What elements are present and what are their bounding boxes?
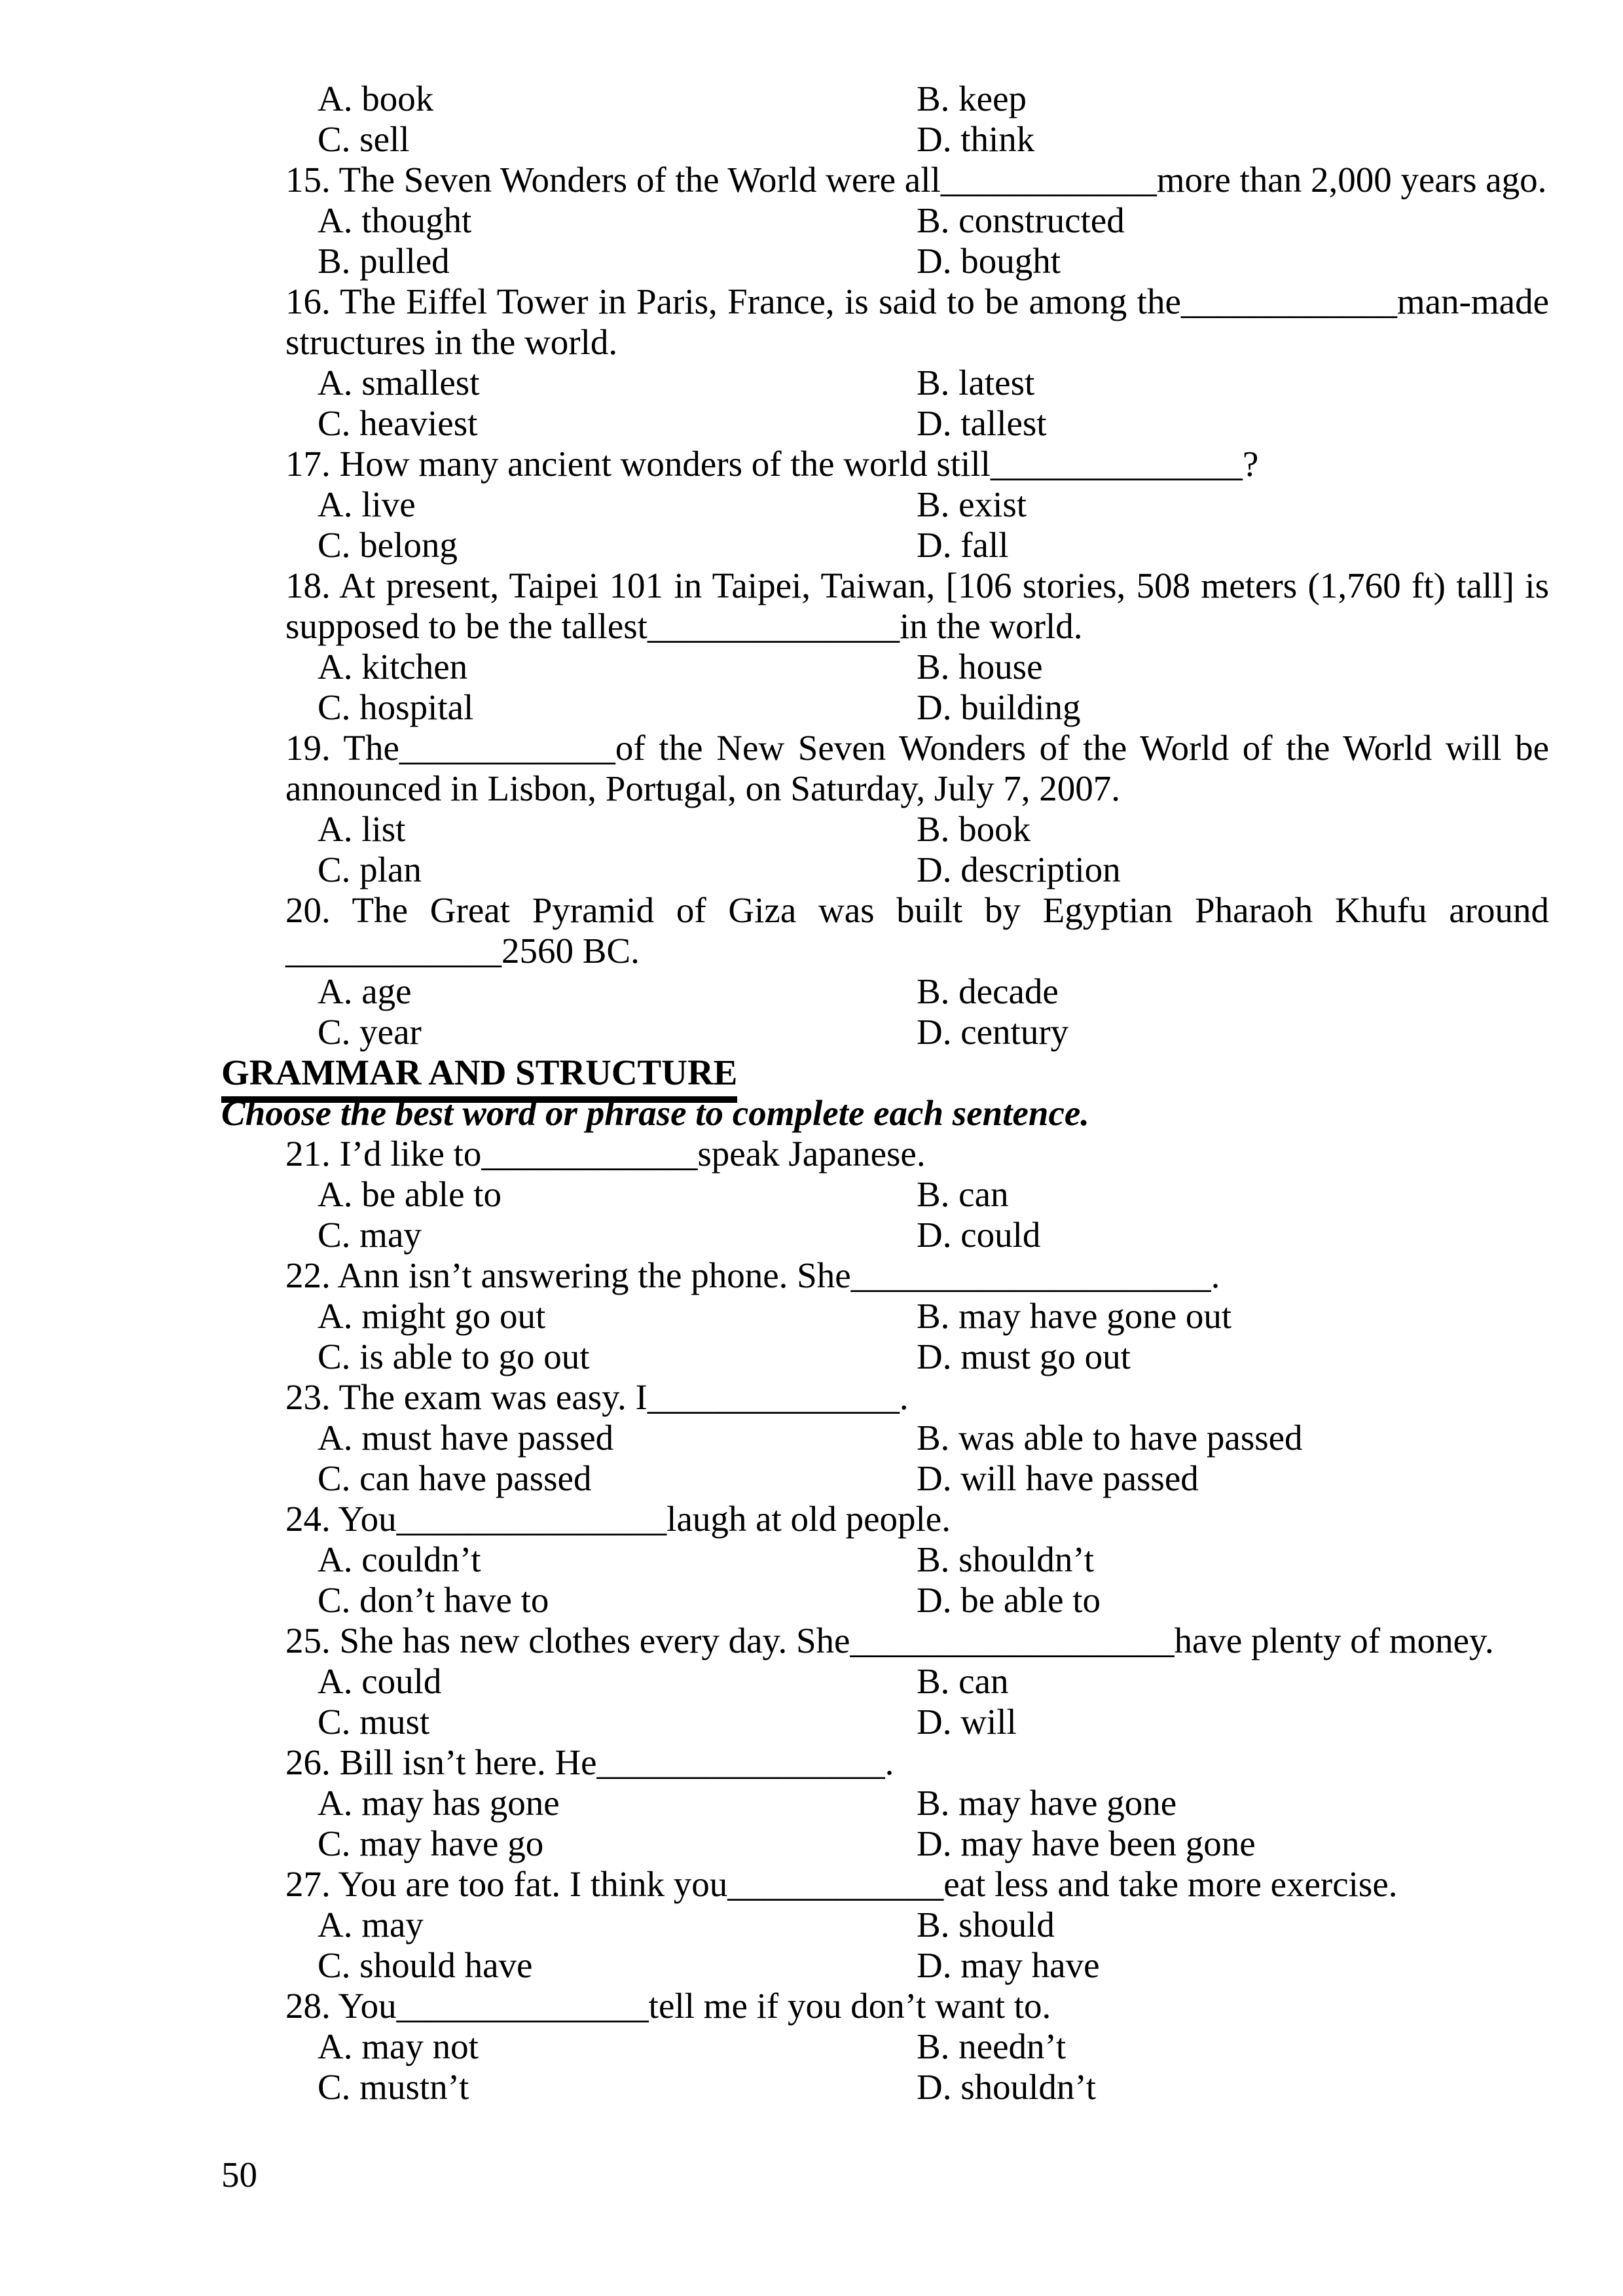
question-22-option-c: C. is able to go out [318,1336,590,1376]
question-27-options-row-1 [221,1905,1549,1945]
question-22-options-row-2 [221,1336,1549,1377]
question-18-option-d: D. building [917,687,1081,727]
question-21-option-c: C. may [318,1215,422,1255]
question-17-option-b: B. exist [917,484,1027,524]
question-23-text: 23. The exam was easy. I______________. [285,1377,909,1417]
question-21-option-b: B. can [917,1174,1009,1214]
question-24-options-row-1 [221,1539,1549,1580]
question-24-options-row-2 [221,1580,1549,1621]
question-24-option-d: D. be able to [917,1580,1101,1620]
question-15-option-d: D. bought [917,241,1061,281]
carryover-options-row-1 [221,79,1549,119]
question-24-option-b: B. shouldn’t [917,1539,1094,1579]
question-20-text: 20. The Great Pyramid of Giza was built by Egyptian Pharaoh Khufu around ____________2560 BC. [285,890,1549,971]
question-15-text: 15. The Seven Wonders of the World were all____________more than 2,000 years ago. [285,160,1547,200]
question-25-option-a: A. could [318,1661,442,1701]
carryover-options-row-2 [221,119,1549,160]
question-22-option-d: D. must go out [917,1336,1131,1376]
question-27-option-c: C. should have [318,1945,533,1985]
question-19-text: 19. The____________of the New Seven Wonders of the World of the World will be announced in Lisbon, Portugal, on Saturday, July 7, 2007. [285,728,1549,808]
question-28-text: 28. You______________tell me if you don’t want to. [285,1986,1051,2026]
question-18-option-c: C. hospital [318,687,474,727]
question-21-text: 21. I’d like to____________speak Japanese. [285,1134,926,1174]
question-21-option-a: A. be able to [318,1174,502,1214]
question-17-option-d: D. fall [917,525,1009,565]
question-26-option-c: C. may have go [318,1823,544,1863]
section-heading-line [221,1052,1549,1093]
section-instruction: Choose the best word or phrase to complete each sentence. [221,1093,1090,1133]
question-19-option-c: C. plan [318,850,422,889]
question-15-option-a: A. thought [318,200,472,240]
question-25-option-d: D. will [917,1702,1017,1742]
question-26-text: 26. Bill isn’t here. He________________. [285,1742,894,1782]
question-15-option-c: B. pulled [318,241,450,281]
question-26-options-row-1 [221,1783,1549,1823]
section-heading: GRAMMAR AND STRUCTURE [221,1052,737,1103]
question-18-text: 18. At present, Taipei 101 in Taipei, Taiwan, [106 stories, 508 meters (1,760 ft) tall] is supposed to be the tallest______________in the world. [285,565,1549,646]
question-19-options-row-1 [221,809,1549,850]
question-18-option-a: A. kitchen [318,647,468,687]
question-21-option-d: D. could [917,1215,1041,1255]
question-17-text: 17. How many ancient wonders of the world still______________? [285,444,1259,484]
page-content [221,79,1549,2108]
question-19-options-row-2 [221,850,1549,890]
question-21-options-row-1 [221,1174,1549,1215]
question-16-option-b: B. latest [917,363,1035,403]
question-24-option-a: A. couldn’t [318,1539,481,1579]
question-28-option-c: C. mustn’t [318,2067,469,2107]
question-23-option-c: C. can have passed [318,1458,592,1498]
question-25-option-c: C. must [318,1702,430,1742]
question-17-option-a: A. live [318,484,416,524]
question-25-options-row-1 [221,1661,1549,1702]
page-number: 50 [221,2155,257,2195]
question-19-option-b: B. book [917,809,1031,849]
question-15-options-row-2 [221,241,1549,281]
question-28-option-d: D. shouldn’t [917,2067,1097,2107]
question-17-option-c: C. belong [318,525,458,565]
question-26-options-row-2 [221,1823,1549,1864]
question-19-option-d: D. description [917,850,1121,889]
question-26-option-b: B. may have gone [917,1783,1177,1823]
question-20-option-d: D. century [917,1012,1069,1052]
question-22-options-row-1 [221,1296,1549,1336]
question-16-option-c: C. heaviest [318,403,478,443]
question-17-options-row-2 [221,525,1549,565]
option-d-think: D. think [917,119,1035,159]
question-22-option-a: A. might go out [318,1296,546,1336]
question-26-option-d: D. may have been gone [917,1823,1256,1863]
question-25-text: 25. She has new clothes every day. She__________________have plenty of money. [285,1621,1494,1660]
question-25-option-b: B. can [917,1661,1009,1701]
question-16-text: 16. The Eiffel Tower in Paris, France, is said to be among the____________man-made structures in the world. [285,281,1549,362]
option-c-sell: C. sell [318,119,410,159]
question-16-options-row-1 [221,363,1549,403]
question-20-option-c: C. year [318,1012,422,1052]
question-18-options-row-2 [221,687,1549,728]
question-28-options-row-1 [221,2026,1549,2067]
question-20-option-a: A. age [318,971,412,1011]
question-22-option-b: B. may have gone out [917,1296,1232,1336]
question-15-option-b: B. constructed [917,200,1125,240]
question-23-option-b: B. was able to have passed [917,1418,1303,1458]
question-18-option-b: B. house [917,647,1043,687]
question-22-text: 22. Ann isn’t answering the phone. She____________________. [285,1255,1220,1295]
question-17-options-row-1 [221,484,1549,525]
option-b-keep: B. keep [917,79,1027,118]
question-20-option-b: B. decade [917,971,1059,1011]
question-15-options-row-1 [221,200,1549,241]
question-20-options-row-2 [221,1012,1549,1052]
question-23-option-d: D. will have passed [917,1458,1199,1498]
question-20-options-row-1 [221,971,1549,1012]
question-16-option-a: A. smallest [318,363,480,403]
question-27-option-b: B. should [917,1905,1055,1945]
question-28-option-a: A. may not [318,2026,479,2066]
question-27-text: 27. You are too fat. I think you____________eat less and take more exercise. [285,1864,1398,1904]
question-25-options-row-2 [221,1702,1549,1742]
question-24-text: 24. You_______________laugh at old people. [285,1499,951,1539]
question-24-option-c: C. don’t have to [318,1580,549,1620]
question-28-options-row-2 [221,2067,1549,2108]
question-26-option-a: A. may has gone [318,1783,560,1823]
question-18-options-row-1 [221,647,1549,687]
question-27-option-a: A. may [318,1905,424,1945]
question-16-option-d: D. tallest [917,403,1047,443]
question-21-options-row-2 [221,1215,1549,1255]
question-23-option-a: A. must have passed [318,1418,614,1458]
question-23-options-row-2 [221,1458,1549,1499]
question-19-option-a: A. list [318,809,406,849]
question-16-options-row-2 [221,403,1549,444]
option-a-book: A. book [318,79,434,118]
question-23-options-row-1 [221,1418,1549,1458]
question-28-option-b: B. needn’t [917,2026,1067,2066]
question-27-option-d: D. may have [917,1945,1100,1985]
question-27-options-row-2 [221,1945,1549,1986]
